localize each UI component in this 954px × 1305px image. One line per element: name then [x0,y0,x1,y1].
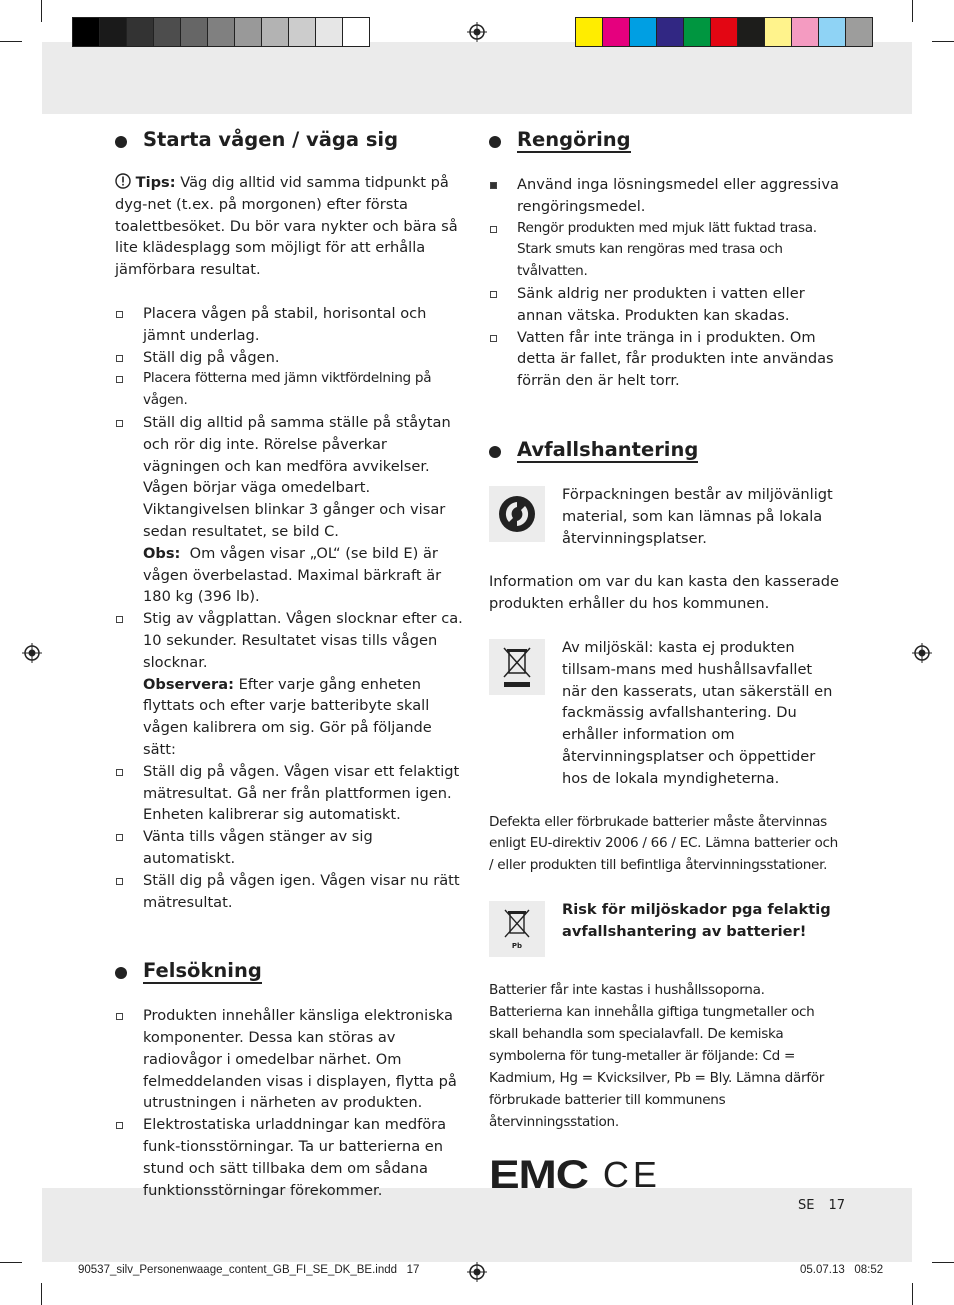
section-heading-cleaning: Rengöring [489,126,839,154]
list-item: Sänk aldrig ner produkten i vatten eller annan vätska. Produkten kan skadas. [489,283,839,327]
checkbox-bullet-icon [490,291,497,298]
crop-mark [932,41,954,42]
checkbox-bullet-icon [116,355,123,362]
checkbox-bullet-icon [116,616,123,623]
list-item: Rengör produkten med mjuk lätt fuktad trasa. Stark smuts kan rengöras med trasa och tvålvatten. [489,218,839,283]
process-color-bar [575,17,872,47]
emc-mark: EMC [489,1152,588,1197]
list-item: Ställ dig på vågen. [115,347,465,369]
grayscale-color-bar [72,17,369,47]
color-swatch [656,17,684,47]
list-item: Vatten får inte tränga in i produkten. Om detta är fallet, får produkten inte användas förrän den är helt torr. [489,327,839,392]
color-swatch [99,17,127,47]
list-item: Ställ dig på vågen. Vågen visar ett felaktigt mätresultat. Gå ner från plattformen igen. Enheten kalibrerar sig automatiskt. [115,761,465,826]
list-item: Placera fötterna med jämn viktfördelning på vågen. [115,368,465,412]
tips-paragraph: Tips: Väg dig alltid vid samma tidpunkt på dyg-net (t.ex. på morgonen) efter första toalettbesöket. Du bör vara nykter och bära så lite klädesplagg som möjligt för att erhålla jämförbara resultat. [115,174,458,279]
print-timestamp: 05.07.13 08:52 [800,1264,884,1276]
checkbox-bullet-icon [116,834,123,841]
file-slug: 90537_silv_Personenwaage_content_GB_FI_SE_DK_BE.indd 17 [78,1264,420,1276]
ce-mark: CE [602,1153,661,1195]
weee-row: Av miljöskäl: kasta ej produkten tillsam-mans med hushållsavfallet när den kasserats, utan säkerställ en fackmässig avfallshantering. Du erhåller information om återvinningsplatser och öppettider hos de lokala myndigheterna. [489,637,839,790]
list-item: Stig av vågplattan. Vågen slocknar efter ca. 10 sekunder. Resultatet visas tills vågen slocknar. Observera: Efter varje gång enheten flyttats och efter varje batteribyte skall vågen kalibrera om sig. Gör på följande sätt: [115,608,465,761]
checkbox-bullet-icon [116,420,123,427]
conformity-marks [489,1152,839,1197]
registration-mark-icon [912,643,932,663]
registration-mark-icon [467,1262,487,1282]
bullet-dot-icon [489,446,501,458]
color-swatch [126,17,154,47]
color-swatch [629,17,657,47]
checkbox-bullet-icon [116,769,123,776]
checkbox-bullet-icon [116,376,123,383]
section-heading-disposal: Avfallshantering [489,436,839,464]
bullet-dot-icon [115,967,127,979]
color-swatch [180,17,208,47]
page-number: SE 17 [798,1198,846,1213]
color-swatch [261,17,289,47]
color-swatch [234,17,262,47]
section-heading-weighing: Starta vågen / väga sig [115,126,465,154]
checkbox-bullet-icon [116,1013,123,1020]
crossed-bin-icon [489,639,545,695]
crop-mark [932,1262,954,1263]
packaging-row: Förpackningen består av miljövänligt material, som kan lämnas på lokala återvinningsplatser. [489,484,839,549]
color-swatch [764,17,792,47]
list-item: Produkten innehåller känsliga elektroniska komponenter. Dessa kan störas av radiovågor i omedelbar närhet. Om felmeddelanden visas i displayen, flytta på utrustningen i närheten av produkten. [115,1005,465,1114]
cleaning-list [489,174,839,392]
checkbox-bullet-icon [490,226,497,233]
bullet-dot-icon [115,136,127,148]
list-item: Ställ dig alltid på samma ställe på ståytan och rör dig inte. Rörelse påverkar vägningen och kan medföra avvikelser. Vågen börjar väga omedelbart. Viktangivelsen blinkar 3 gånger och visar sedan resultatet, se bild C. Obs: Om vågen visar „OL“ (se bild E) är vågen överbelastad. Maximal bärkraft är 180 kg (396 lb). [115,412,465,608]
color-swatch [342,17,370,47]
checkbox-bullet-icon [116,1122,123,1129]
color-swatch [791,17,819,47]
color-swatch [818,17,846,47]
checkbox-bullet-icon [490,335,497,342]
crossed-bin-pb-icon: Pb [489,901,545,957]
exclamation-icon [115,173,131,189]
crop-mark [41,0,42,22]
color-swatch [683,17,711,47]
crop-mark [912,0,913,22]
color-swatch [315,17,343,47]
color-swatch [288,17,316,47]
crop-mark [41,1283,42,1305]
right-column: Rengöring Använd inga lösningsmedel eller aggressiva rengöringsmedel. Rengör produkten med mjuk lätt fuktad trasa. Stark smuts kan rengöras med trasa och tvålvatten. Sänk aldrig ner produkten i vatten eller annan vätska. Produkten kan skadas. Vatten får inte tränga in i produkten. Om detta är fallet, får produkten inte användas förrän den är helt torr. Avfallshantering Förpackningen består av miljövänligt material, som kan lämnas på lokala återvinningsplatser. Information om var du kan kasta den kasserade produkten erhåller du hos kommunen. Av miljöskäl: kasta ej produkten tillsam-mans med hushållsavfallet när den kasserats, utan säkerställ en fackmässig avfallshantering. Du erhåller information om återvinningsplatser och öppettider hos de lokala myndigheterna. Defekta eller förbrukade batterier måste återvinnas enligt EU-direktiv 2006 / 66 / EC. Lämna batterier och / eller produkten till befintliga återvinningsstationer. Pb Risk för miljöskador pga felaktig avfallshantering av batterier! Batterier får inte kastas i hushållssoporna. Batterierna kan innehålla giftiga tungmetaller och skall behandla som specialavfall. De kemiska symbolerna för tung-metaller är följande: Cd = Kadmium, Hg = Kvicksilver, Pb = Bly. Lämna därför förbrukade batterier till kommunens återvinningsstation. EMC CE [489,128,839,1197]
registration-mark-icon [467,22,487,42]
list-item: Vänta tills vågen stänger av sig automatiskt. [115,826,465,870]
color-swatch [737,17,765,47]
battery-warning-row: Pb Risk för miljöskador pga felaktig avfallshantering av batterier! [489,899,839,957]
color-swatch [602,17,630,47]
troubleshooting-list [115,1005,465,1201]
color-swatch [575,17,603,47]
list-item: Ställ dig på vågen igen. Vågen visar nu rätt mätresultat. [115,870,465,914]
header-band [42,42,912,114]
color-swatch [710,17,738,47]
checkbox-bullet-icon [116,311,123,318]
section-heading-troubleshooting: Felsökning [115,957,465,985]
left-column [115,126,465,1201]
color-swatch [153,17,181,47]
list-item: Elektrostatiska urladdningar kan medföra funk-tionsstörningar. Ta ur batterierna en stund och sätt tillbaka dem om sådana funktionsstörningar förekommer. [115,1114,465,1201]
crop-mark [0,1262,22,1263]
list-item: Placera vågen på stabil, horisontal och jämnt underlag. [115,303,465,347]
square-bullet-icon [490,182,497,189]
bullet-dot-icon [489,136,501,148]
color-swatch [207,17,235,47]
color-swatch [845,17,873,47]
green-dot-recycling-icon [489,486,545,542]
crop-mark [912,1283,913,1305]
list-item: Använd inga lösningsmedel eller aggressiva rengöringsmedel. [489,174,839,218]
crop-mark [0,41,22,42]
weighing-steps-list [115,303,465,913]
color-swatch [72,17,100,47]
registration-mark-icon [22,643,42,663]
checkbox-bullet-icon [116,878,123,885]
